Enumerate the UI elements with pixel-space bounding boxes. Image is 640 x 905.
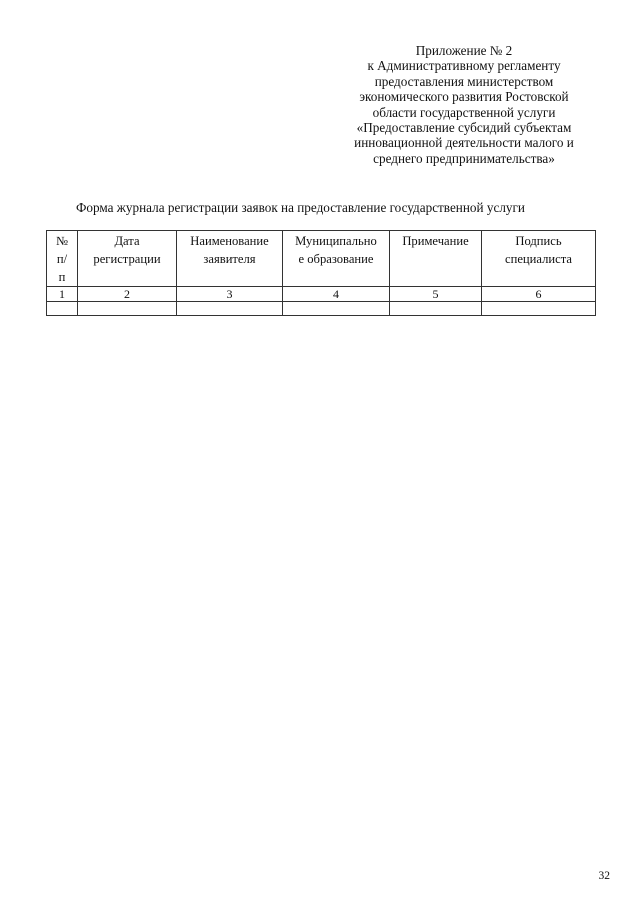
table-header-row [47,231,596,287]
empty-cell [78,302,177,316]
annex-line: «Предоставление субсидий субъектам [356,120,572,136]
header-line: е образование [298,252,374,266]
annex-line: Приложение № 2 [415,43,513,58]
column-number-cell: 4 [283,287,390,302]
header-line: № [55,234,69,248]
header-line: Подпись [515,234,562,248]
annex-line: области государственной услуги [372,104,556,120]
column-number-cell: 3 [177,287,283,302]
header-line: регистрации [93,252,161,266]
header-line: Наименование [190,234,269,248]
header-line: заявителя [203,252,256,266]
empty-cell [47,302,78,316]
header-line: п [58,270,66,284]
annex-line: экономического развития Ростовской [359,89,569,105]
header-line: специалиста [505,252,572,266]
column-number-cell: 2 [78,287,177,302]
annex-heading [336,43,592,166]
empty-cell [390,302,482,316]
annex-line: инновационной деятельности малого и [354,135,574,151]
header-cell-specialist-signature [482,231,596,287]
column-number-cell: 5 [390,287,482,302]
header-cell-municipality [283,231,390,287]
header-line: Дата [114,234,140,248]
annex-line: среднего предпринимательства» [373,150,555,166]
header-cell-number [47,231,78,287]
registration-journal-table [46,230,596,316]
header-line: Муниципально [295,234,377,248]
empty-entry-row [47,302,596,316]
annex-line: к Административному регламенту [367,58,561,74]
column-number-cell: 6 [482,287,596,302]
header-line: п/ [56,252,68,266]
header-cell-note [390,231,482,287]
page-number: 32 [598,870,610,882]
column-number-cell: 1 [47,287,78,302]
empty-cell [482,302,596,316]
header-cell-applicant-name [177,231,283,287]
annex-line: предоставления министерством [374,73,554,89]
empty-cell [283,302,390,316]
header-cell-registration-date [78,231,177,287]
column-number-row [47,287,596,302]
header-line: Примечание [402,234,469,248]
form-title: Форма журнала регистрации заявок на предоставление государственной услуги [76,200,525,215]
empty-cell [177,302,283,316]
